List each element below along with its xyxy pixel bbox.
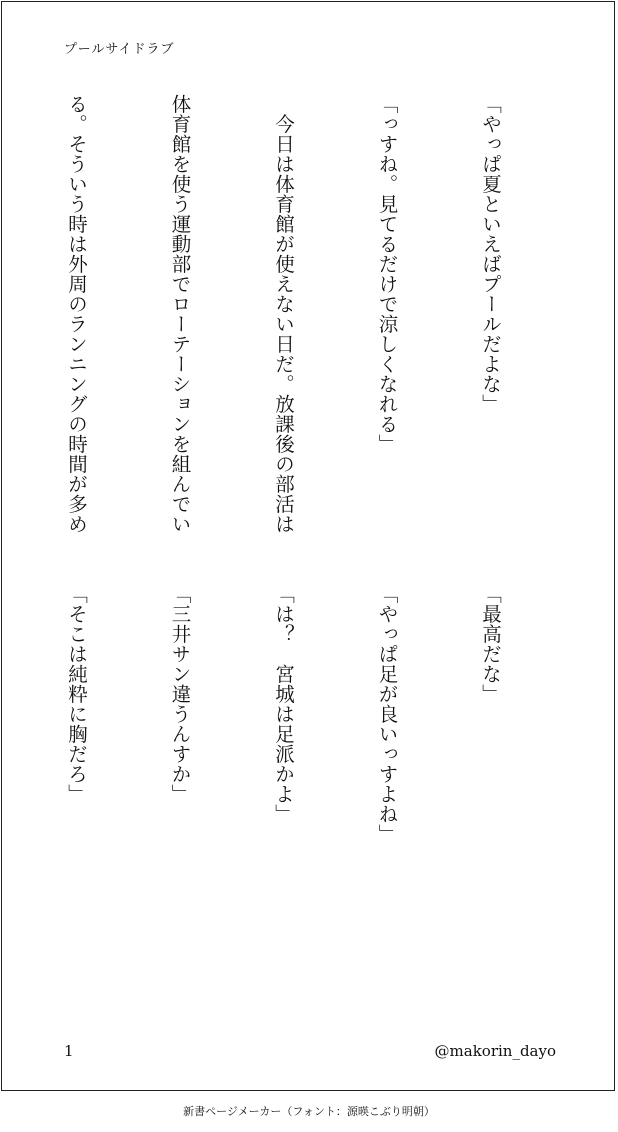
text-line: 「やっぱ夏といえばプールだよな」: [479, 94, 502, 414]
text-line: 「やっぱ足が良いっすよね」: [375, 584, 399, 844]
text-line: 今日は体育館が使えない日だ。放課後の部活は: [272, 94, 295, 534]
text-line: る。そういう時は外周のランニングの時間が多め: [65, 94, 88, 534]
page-number: 1: [64, 1042, 74, 1060]
text-line: 「最高だな」: [479, 584, 502, 704]
text-block-bottom: [0, 584, 576, 1034]
page-title: プールサイドラブ: [64, 42, 175, 57]
author-handle: @makorin_dayo: [434, 1042, 556, 1060]
text-block-top: [0, 94, 576, 544]
text-line: 「は？ 宮城は足派かよ」: [272, 584, 295, 824]
text-line: 「そこは純粋に胸だろ」: [65, 584, 88, 804]
text-line: 「三井サン違うんすか」: [168, 584, 192, 804]
text-line: 「っすね。見てるだけで涼しくなれる」: [375, 94, 399, 454]
novel-page: [1, 1, 615, 1091]
text-line: 体育館を使う運動部でローテーションを組んでい: [168, 94, 192, 534]
footer-caption: 新書ページメーカー（フォント：源暎こぶり明朝）: [183, 1105, 435, 1118]
